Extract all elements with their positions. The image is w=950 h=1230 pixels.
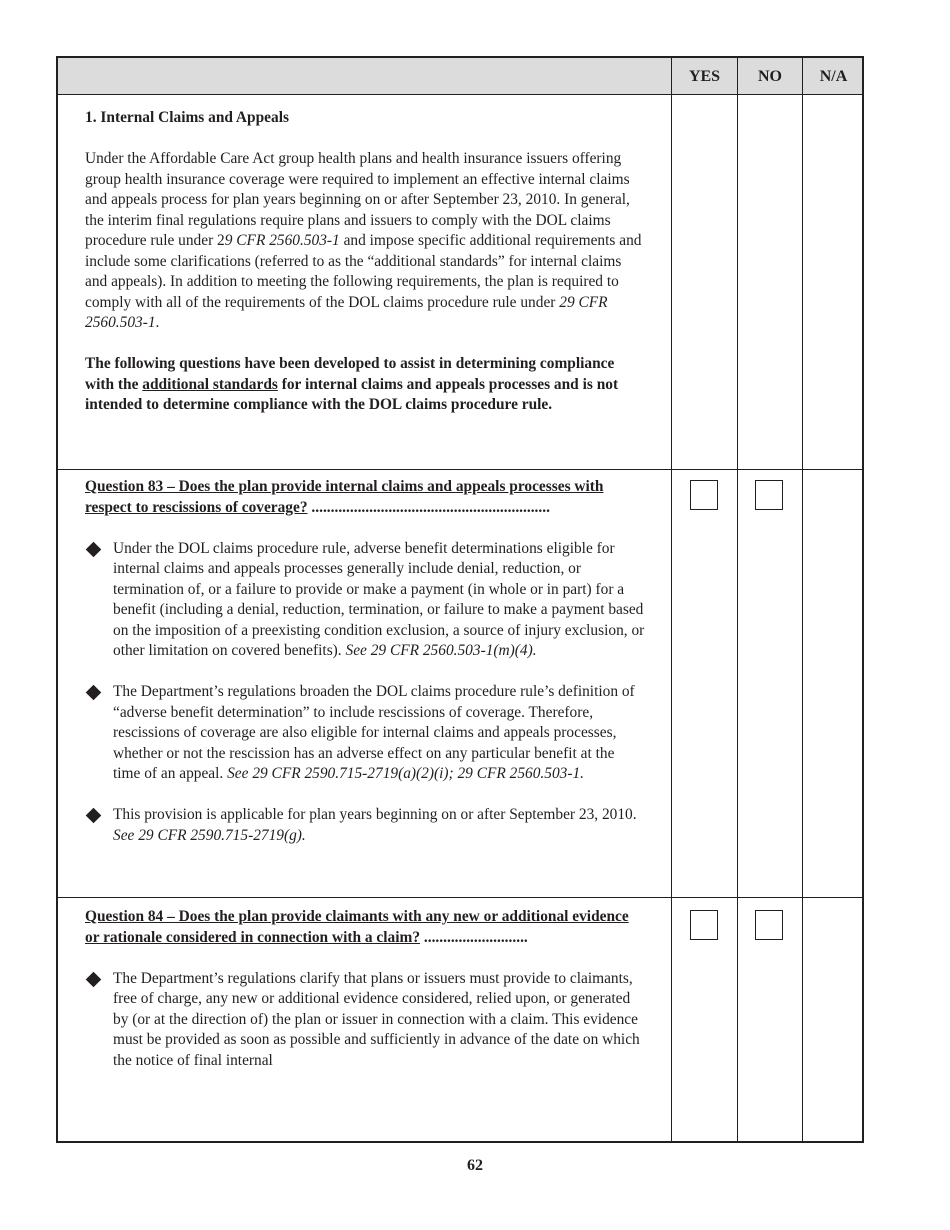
section-title: 1. Internal Claims and Appeals — [85, 109, 289, 126]
question-83-bullet-1: Under the DOL claims procedure rule, adverse benefit determinations eligible for internal claims and appeals processes generally include denial, reduction, or termination of, or a failure to provide or make a payment (in whole or in part) for a benefit (including a denial, reduction, termination, or failure to make a payment based on the imposition of a preexisting condition exclusion, a source of injury exclusion, or other limitation on covered benefits). See 29 CFR 2560.503-1(m)(4). — [85, 539, 645, 662]
diamond-bullet-icon — [86, 971, 102, 987]
page-number: 62 — [467, 1157, 483, 1174]
column-yes-header: YES — [688, 68, 721, 85]
section-intro-paragraph: Under the Affordable Care Act group health plans and health insurance issuers offering group health insurance coverage were required to implement an effective internal claims and appeals process for plan years beginning on or after September 23, 2010. In general, the interim final regulations require plans and issuers to comply with the DOL claims procedure rule under 29 CFR 2560.503-1 and impose specific additional requirements and include some clarifications (referred to as the “additional standards” for internal claims and appeals). In addition to meeting the following requirements, the plan is required to comply with all of the requirements of the DOL claims procedure rule under 29 CFR 2560.503-1. — [85, 150, 642, 331]
checklist-table — [56, 56, 864, 1143]
q83-no-checkbox[interactable] — [755, 480, 783, 510]
question-84 — [85, 907, 645, 1071]
column-na-header: N/A — [819, 68, 848, 85]
question-83-text: Question 83 – Does the plan provide internal claims and appeals processes with respect to rescissions of coverage? .............................................................. — [85, 478, 604, 516]
section-guidance-paragraph: The following questions have been developed to assist in determining compliance with the additional standards for internal claims and appeals processes and is not intended to determine compliance with the DOL claims procedure rule. — [85, 355, 619, 413]
q84-yes-checkbox[interactable] — [690, 910, 718, 940]
question-83-bullet-2: The Department’s regulations broaden the DOL claims procedure rule’s definition of “adverse benefit determination” to include rescissions of coverage. Therefore, rescissions of coverage are also eligible for internal claims and appeals processes, whether or not the rescission has an adverse effect on any particular benefit at the time of an appeal. See 29 CFR 2590.715-2719(a)(2)(i); 29 CFR 2560.503-1. — [85, 682, 645, 785]
question-83 — [85, 477, 645, 846]
question-83-bullet-3: This provision is applicable for plan years beginning on or after September 23, 2010. See 29 CFR 2590.715-2719(g). — [85, 805, 645, 846]
q83-yes-checkbox[interactable] — [690, 480, 718, 510]
section-internal-claims — [85, 108, 645, 416]
question-84-text: Question 84 – Does the plan provide claimants with any new or additional evidence or rationale considered in connection with a claim? ........................... — [85, 908, 629, 946]
diamond-bullet-icon — [86, 808, 102, 824]
diamond-bullet-icon — [86, 541, 102, 557]
column-no-header: NO — [758, 68, 782, 85]
question-84-bullet-1: The Department’s regulations clarify that plans or issuers must provide to claimants, free of charge, any new or additional evidence considered, relied upon, or generated by (or at the direction of) the plan or issuer in connection with a claim. This evidence must be provided as soon as possible and sufficiently in advance of the date on which the notice of final internal — [85, 969, 645, 1072]
diamond-bullet-icon — [86, 685, 102, 701]
q84-no-checkbox[interactable] — [755, 910, 783, 940]
